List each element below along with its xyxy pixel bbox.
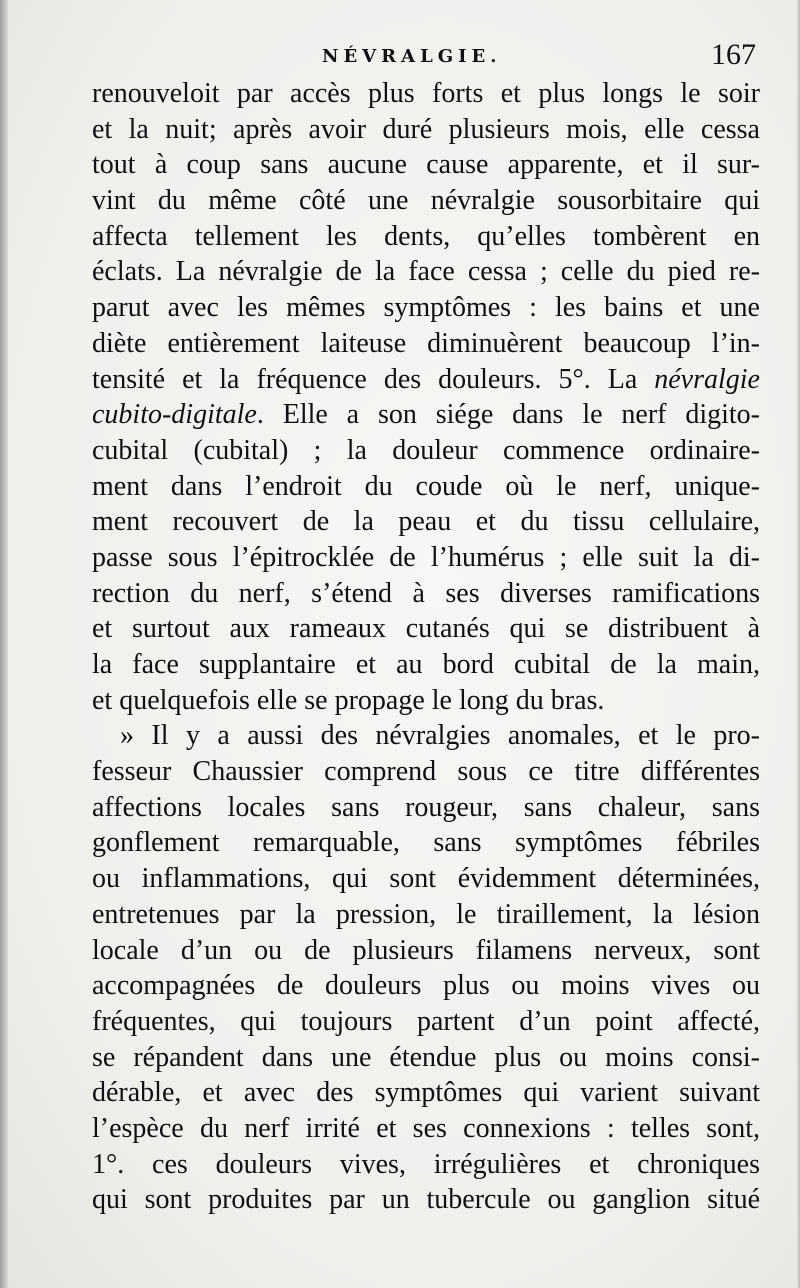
text-line: la face supplantaire et au bord cubital de la main, <box>92 649 760 680</box>
page-edge-shadow <box>796 0 800 1288</box>
text-line: qui sont produites par un tubercule ou ganglion situé <box>92 1184 760 1216</box>
text-line: ment dans l’endroit du coude où le nerf, unique- <box>92 470 760 502</box>
text-line: cubital (cubital) ; la douleur commence ordinaire- <box>92 434 760 466</box>
text-line: ment recouvert de la peau et du tissu cellulaire, <box>92 506 760 538</box>
text-line: fréquentes, qui toujours partent d’un point affecté, <box>92 1005 760 1037</box>
text-line: diète entièrement laiteuse diminuèrent beaucoup l’in- <box>92 327 760 359</box>
page-gutter-shadow <box>0 0 8 1288</box>
text-line: parut avec les mêmes symptômes : les bains et une <box>92 292 760 324</box>
text-line: passe sous l’épitrocklée de l’humérus ; elle suit la di- <box>92 541 760 573</box>
text-line: affecta tellement les dents, qu’elles tombèrent en <box>92 220 760 252</box>
text-line: éclats. La névralgie de la face cessa ; celle du pied re- <box>92 256 760 288</box>
text-line: l’espèce du nerf irrité et ses connexions : telles sont, <box>92 1112 760 1144</box>
text-line: ou inflammations, qui sont évidemment déterminées, <box>92 863 760 895</box>
text-line <box>92 397 760 433</box>
body-text <box>92 76 760 1218</box>
running-head <box>92 38 762 78</box>
text-line: accompagnées de douleurs plus ou moins vives ou <box>92 970 760 1002</box>
page-number: 167 <box>711 38 756 71</box>
text-line: et surtout aux rameaux cutanés qui se distribuent à <box>92 613 760 645</box>
text-line: gonflement remarquable, sans symptômes fébriles <box>92 827 760 859</box>
text-segment: tensité et la fréquence des douleurs. 5°. La <box>92 363 655 395</box>
text-line: renouveloit par accès plus forts et plus longs le soir <box>92 78 760 109</box>
text-line: tout à coup sans aucune cause apparente, et il sur- <box>92 149 760 181</box>
text-segment: . Elle a son siége dans le nerf digito- <box>256 399 760 431</box>
text-line: et quelquefois elle se propage le long du bras. <box>92 684 605 716</box>
text-line: se répandent dans une étendue plus ou moins consi- <box>92 1041 760 1073</box>
text-line: vint du même côté une névralgie sousorbitaire qui <box>92 185 760 217</box>
text-line: rection du nerf, s’étend à ses diverses ramifications <box>92 577 760 609</box>
italic-term: cubito-digitale <box>92 399 257 431</box>
text-line: et la nuit; après avoir duré plusieurs mois, elle cessa <box>92 113 760 145</box>
text-line <box>92 362 760 398</box>
text-line: fesseur Chaussier comprend sous ce titre différentes <box>92 756 760 788</box>
text-line: affections locales sans rougeur, sans chaleur, sans <box>92 791 760 823</box>
text-line: entretenues par la pression, le tiraillement, la lésion <box>92 898 760 930</box>
text-line: dérable, et avec des symptômes qui varient suivant <box>92 1077 760 1109</box>
text-line: 1°. ces douleurs vives, irrégulières et chroniques <box>92 1148 760 1180</box>
running-title: NÉVRALGIE. <box>322 46 502 67</box>
italic-term: névralgie <box>654 363 760 395</box>
text-line: » Il y a aussi des névralgies anomales, et le pro- <box>120 720 760 752</box>
text-line: locale d’un ou de plusieurs filamens nerveux, sont <box>92 934 760 966</box>
